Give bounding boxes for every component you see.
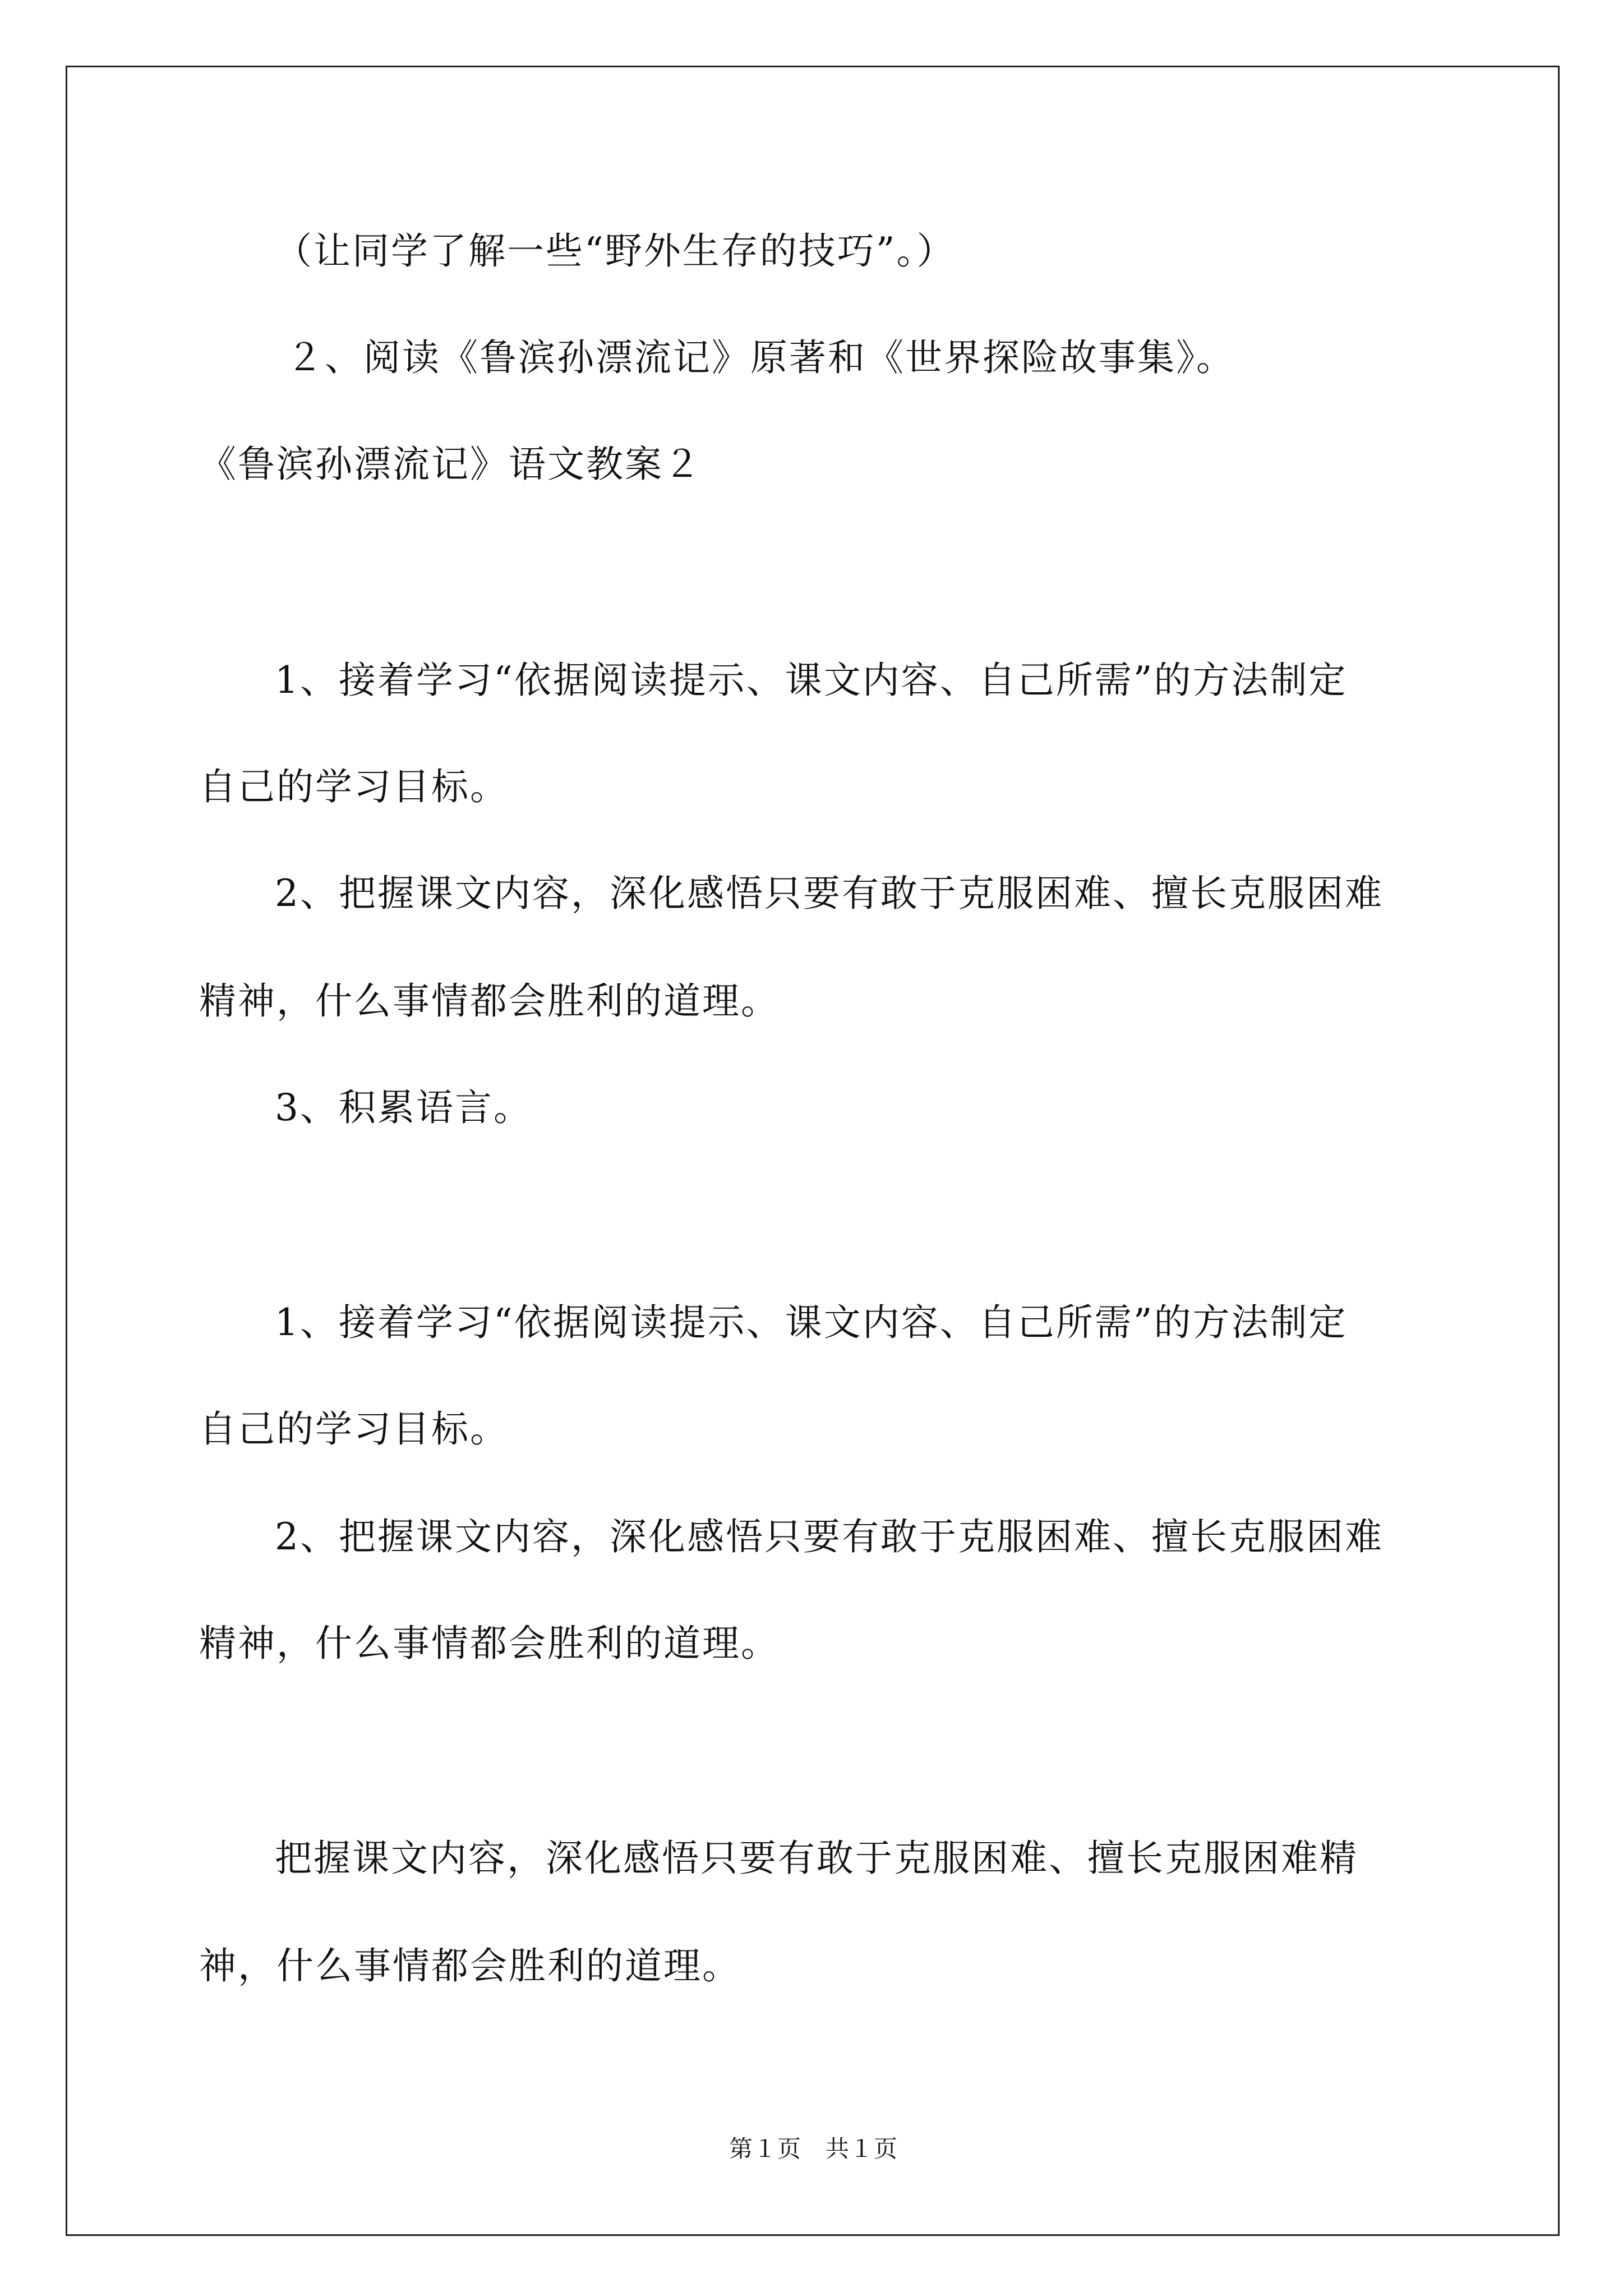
paragraph-line: 精神，什么事情都会胜利的道理。 (199, 979, 780, 1023)
paragraph-line: 1、接着学习“依据阅读提示、课文内容、自己所需”的方法制定 (275, 659, 1348, 702)
paragraph-line: 1、接着学习“依据阅读提示、课文内容、自己所需”的方法制定 (275, 1301, 1348, 1344)
page-footer: 第１页 共１页 (729, 2135, 898, 2162)
paragraph-line: 3、积累语言。 (275, 1086, 532, 1129)
page-border (66, 66, 1560, 2236)
paragraph-line: 神，什么事情都会胜利的道理。 (199, 1944, 741, 1987)
paragraph-line: 2、把握课文内容，深化感悟只要有敢于克服困难、擅长克服困难 (275, 1515, 1384, 1558)
paragraph-line: （让同学了解一些“野外生存的技巧”。） (275, 229, 956, 273)
paragraph-line: 2、把握课文内容，深化感悟只要有敢于克服困难、擅长克服困难 (275, 872, 1384, 915)
paragraph-line: 自己的学习目标。 (199, 1407, 509, 1451)
paragraph-line: ２、阅读《鲁滨孙漂流记》原著和《世界探险故事集》。 (286, 336, 1235, 379)
paragraph-line: 精神，什么事情都会胜利的道理。 (199, 1622, 780, 1665)
section-heading: 《鲁滨孙漂流记》语文教案２ (199, 443, 702, 486)
paragraph-line: 自己的学习目标。 (199, 765, 509, 808)
paragraph-line: 把握课文内容，深化感悟只要有敢于克服困难、擅长克服困难精 (275, 1837, 1358, 1880)
